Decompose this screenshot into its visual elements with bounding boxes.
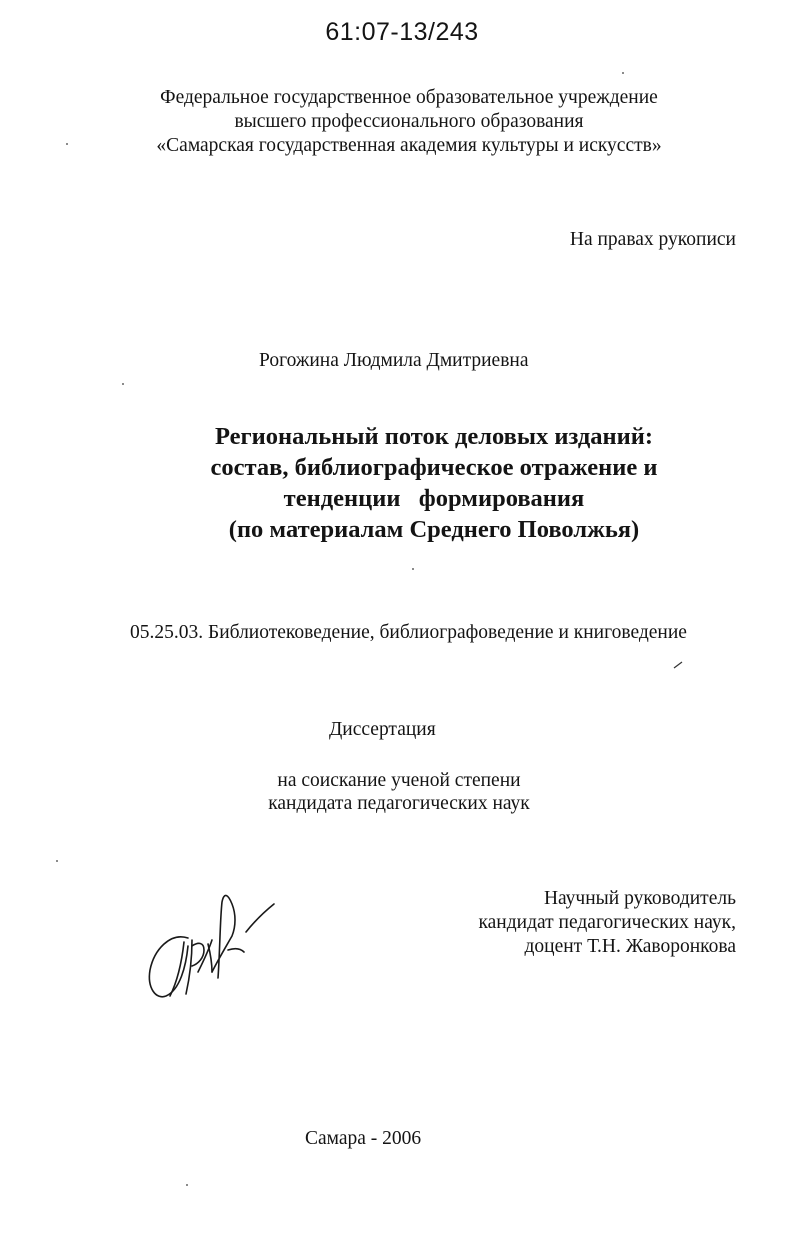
supervisor-line-2: кандидат педагогических наук, bbox=[478, 912, 736, 933]
scan-mark bbox=[672, 660, 684, 670]
scan-speck bbox=[56, 860, 58, 862]
supervisor-line-3: доцент Т.Н. Жаворонкова bbox=[524, 936, 736, 957]
scan-speck bbox=[66, 143, 68, 145]
scan-speck bbox=[186, 1184, 188, 1186]
place-and-year: Самара - 2006 bbox=[305, 1128, 422, 1149]
degree-line-1: на соискание ученой степени bbox=[277, 770, 521, 791]
title-line-3: тенденции формирования bbox=[283, 485, 585, 512]
scan-speck bbox=[622, 72, 624, 74]
dissertation-title bbox=[0, 421, 798, 545]
supervisor-block bbox=[478, 887, 736, 959]
degree-block bbox=[0, 769, 798, 815]
title-line-4: (по материалам Среднего Поволжья) bbox=[228, 516, 640, 543]
degree-line-2: кандидата педагогических наук bbox=[268, 793, 530, 814]
title-line-1: Региональный поток деловых изданий: bbox=[214, 423, 654, 450]
scan-speck bbox=[412, 568, 414, 570]
rights-note: На правах рукописи bbox=[569, 229, 736, 250]
institution-block bbox=[0, 86, 798, 158]
catalog-code: 61:07-13/243 bbox=[325, 18, 479, 46]
supervisor-line-1: Научный руководитель bbox=[543, 888, 736, 909]
institution-line-2: высшего профессионального образования bbox=[234, 111, 584, 132]
scan-speck bbox=[122, 383, 124, 385]
handwritten-signature bbox=[140, 880, 290, 1010]
institution-line-1: Федеральное государственное образовательное учреждение bbox=[160, 87, 658, 108]
specialty-code: 05.25.03. Библиотековедение, библиографоведение и книговедение bbox=[130, 622, 687, 643]
author-name: Рогожина Людмила Дмитриевна bbox=[259, 350, 529, 371]
institution-line-3: «Самарская государственная академия культуры и искусств» bbox=[156, 135, 662, 156]
catalog-stamp bbox=[0, 18, 798, 47]
title-line-2: состав, библиографическое отражение и bbox=[210, 454, 658, 481]
document-type: Диссертация bbox=[329, 719, 436, 740]
